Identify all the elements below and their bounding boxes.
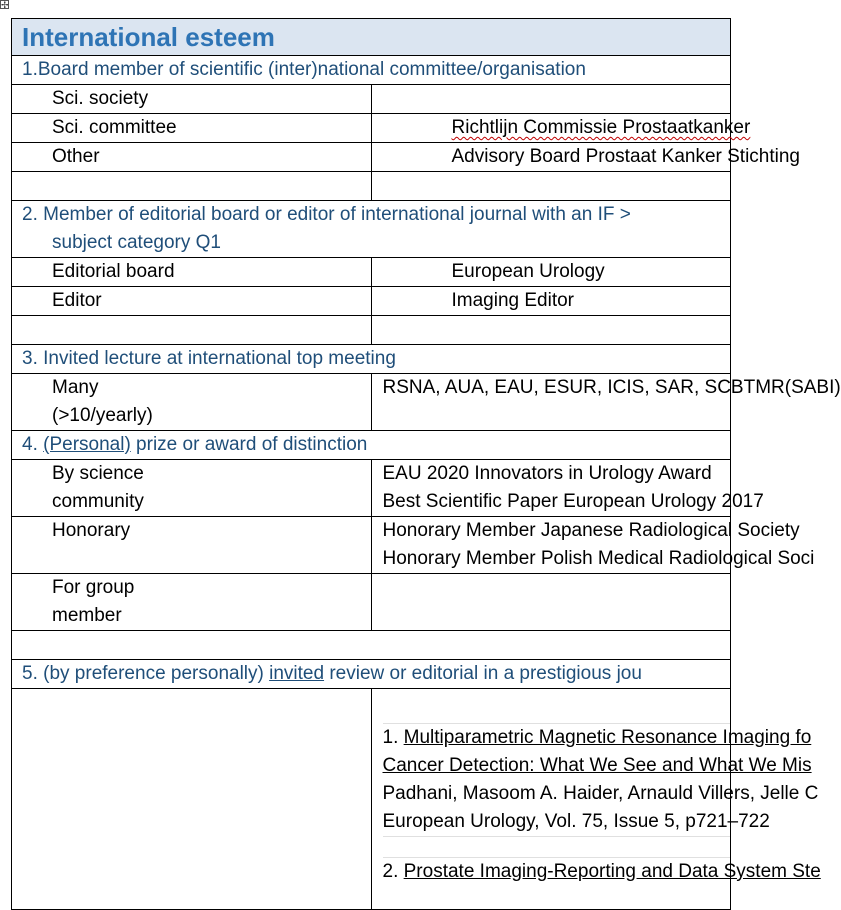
row-label: By science community: [12, 460, 372, 517]
table-move-handle[interactable]: ✢: [1, 0, 9, 10]
row-value: Imaging Editor: [371, 287, 731, 316]
row-label: For group member: [12, 574, 372, 631]
row-label: Sci. committee: [12, 114, 372, 143]
table-title: International esteem: [12, 19, 731, 56]
row-label: Editor: [12, 287, 372, 316]
reference-2: 2. Prostate Imaging-Reporting and Data System Ste: [383, 857, 731, 886]
table-row: [12, 85, 731, 114]
row-label-line-1: Many: [52, 377, 99, 398]
reference-1: 1. Multiparametric Magnetic Resonance Imaging fo Cancer Detection: What We See and What We Mis Padhani, Masoom A. Haider, Arnauld Villers, Jelle C European Urology, Vol. 75, Issue 5, p721–722: [383, 723, 731, 837]
row-label: [12, 689, 372, 910]
reference-1-link-cont[interactable]: Cancer Detection: What We See and What We Mis: [382, 755, 812, 776]
table-row: [12, 258, 731, 287]
section-1-heading: [12, 56, 731, 85]
section-4-heading: 4. (Personal) prize or award of distinction: [12, 431, 731, 460]
row-label: Honorary: [12, 517, 372, 574]
row-value: [371, 143, 801, 172]
row-value: [371, 689, 821, 910]
esteem-table: [11, 18, 841, 910]
section-1-heading-text: 1.Board member of scientific (inter)national committee/organisation: [22, 59, 586, 80]
reference-1-journal: European Urology, Vol. 75, Issue 5, p721–722: [382, 811, 770, 832]
table-row: [12, 574, 731, 631]
row-value-text: Richtlijn Commissie Prostaatkanker: [451, 117, 751, 138]
personal-underlined: (Personal): [43, 434, 131, 455]
table-row: [12, 517, 731, 574]
empty-row: [12, 316, 731, 345]
section-5-heading: 5. (by preference personally) invited review or editorial in a prestigious jou: [12, 660, 731, 689]
row-label: Editorial board: [12, 258, 372, 287]
row-value: [371, 574, 731, 631]
section-2-heading: [12, 201, 731, 258]
row-label: Other: [12, 143, 372, 172]
table-row: [12, 143, 731, 172]
reference-1-authors: Padhani, Masoom A. Haider, Arnauld Villers, Jelle C: [382, 783, 819, 804]
row-value: [371, 114, 751, 143]
row-label: Sci. society: [12, 85, 372, 114]
section-3-heading: 3. Invited lecture at international top meeting: [12, 345, 731, 374]
row-label-line-2: (>10/yearly): [52, 405, 153, 426]
table-row: [12, 460, 731, 517]
table-row: [12, 287, 731, 316]
empty-row: [12, 172, 731, 201]
table-row: [12, 689, 731, 910]
row-label: [12, 374, 372, 431]
empty-row: [12, 631, 731, 660]
reference-1-link[interactable]: Multiparametric Magnetic Resonance Imaging fo: [403, 727, 812, 748]
row-value: RSNA, AUA, EAU, ESUR, ICIS, SAR, SCBTMR(SABI): [371, 374, 731, 431]
reference-2-link[interactable]: Prostate Imaging-Reporting and Data System Ste: [403, 861, 821, 882]
row-value-text: Advisory Board Prostaat Kanker Stichting: [451, 146, 801, 167]
row-value: EAU 2020 Innovators in Urology Award Best Scientific Paper European Urology 2017: [371, 460, 731, 517]
row-value: Honorary Member Japanese Radiological Society Honorary Member Polish Medical Radiological Soci: [371, 517, 731, 574]
table-row: [12, 114, 731, 143]
section-2-heading-line-1: 2. Member of editorial board or editor of international journal with an IF >: [22, 204, 631, 225]
row-value: [371, 85, 731, 114]
section-2-heading-line-2: subject category Q1: [52, 232, 221, 253]
table-row: [12, 374, 731, 431]
invited-underlined: invited: [269, 663, 325, 684]
row-value: European Urology: [371, 258, 731, 287]
